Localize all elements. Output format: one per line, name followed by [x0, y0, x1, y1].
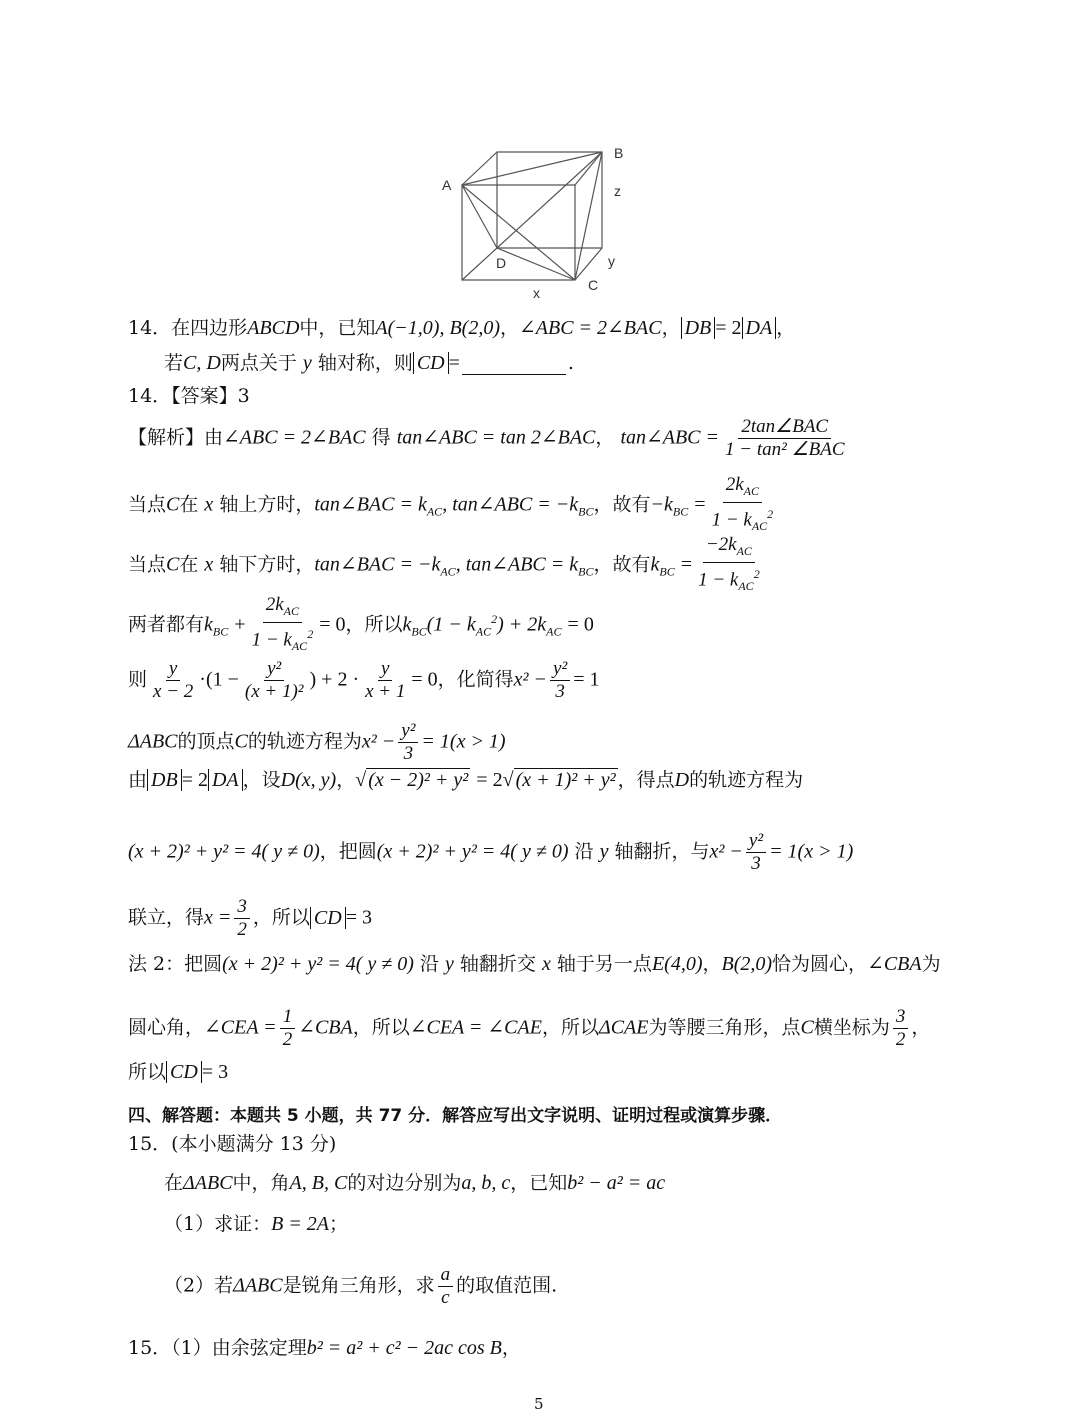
fraction: $\frac{2k_{AC}}{1 - k_{AC}^2}$ — [711, 474, 774, 533]
label-x: x — [533, 285, 540, 301]
q15-stem: 在ΔABC中，角A, B, C的对边分别为a, b, c，已知b² − a² = ac — [164, 1172, 666, 1194]
fraction: $\frac{y}{x + 1}$ — [365, 658, 406, 702]
q14-answer: 14．【答案】3 — [128, 385, 250, 407]
diag-ad — [462, 185, 497, 248]
fraction: $\frac{\text{y²}}{3}$ — [550, 658, 570, 703]
q14-stem-line1: 14．在四边形ABCD中，已知A(−1,0), B(2,0)，∠ABC = 2∠BAC， DB = 2 DA ， — [128, 317, 796, 339]
fraction: $\frac{\text{y²}}{3}$ — [746, 830, 766, 875]
solution-line-3: 当点C在 x 轴下方时，tan∠BAC = $-k_{AC}$, tan∠ABC = $k_{BC}$，故有$k_{BC}$ = $\frac{-2k_{AC}}{1 - k_{AC}^2}$ — [128, 534, 766, 597]
fraction: $\frac{a}{c}$ — [438, 1264, 454, 1309]
fraction: $\frac{3}{2}$ — [893, 1006, 909, 1051]
label-z: z — [614, 183, 621, 199]
edge-c-bottom — [575, 248, 602, 280]
edge-d-bottom — [462, 248, 497, 280]
fraction: $\frac{\text{y²}}{\text{(x + 1)²}}$ — [244, 658, 304, 702]
solution-line-2: 当点C在 x 轴上方时，tan∠BAC = $k_{AC}$, tan∠ABC = $-k_{BC}$，故有$-k_{BC}$ = $\frac{2k_{AC}}{1 - k_{AC}^2}$ — [128, 474, 779, 537]
solution-line-1: 【解析】由∠ABC = 2∠BAC 得 tan∠ABC = tan 2∠BAC， tan∠ABC = $\frac{\text{2tan∠BAC}}{\text{1 − tan² ∠BAC}}$ — [128, 416, 851, 461]
cube-figure — [430, 140, 650, 310]
solution-line-12: 所以 CD = 3 — [128, 1061, 229, 1083]
q15-part1: （1）求证：B = 2A； — [164, 1213, 349, 1235]
q15-head: 15．(本小题满分 13 分) — [128, 1133, 337, 1155]
solution-line-7: 由 DB = 2 DA ，设D(x, y)，√ (x − 2)² + y² = 2√ (x + 1)² + y² ，得点D的轨迹方程为 — [128, 769, 804, 791]
fraction: $\frac{2k_{AC}}{1 - k_{AC}^2}$ — [251, 594, 314, 653]
fraction: $\frac{-2k_{AC}}{1 - k_{AC}^2}$ — [698, 534, 760, 593]
solution-line-4: 两者都有$k_{BC}$ + $\frac{2k_{AC}}{1 - k_{AC}^2}$ = 0，所以$k_{BC}(1 - k_{AC}^2) + 2k_{AC} = 0$ — [128, 594, 594, 657]
solution-line-11: 圆心角，∠CEA = $\frac{1}{2}$ ∠CBA，所以∠CEA = ∠CAE，所以ΔCAE为等腰三角形，点C横坐标为 $\frac{3}{2}$ ， — [128, 1006, 931, 1050]
fraction: $\frac{\text{2tan∠BAC}}{\text{1 − tan² ∠BAC}}$ — [725, 416, 845, 460]
diag-ac — [462, 185, 575, 280]
label-y: y — [608, 253, 615, 269]
q15-solution: 15．（1）由余弦定理b² = a² + c² − 2ac cos B， — [128, 1337, 521, 1359]
diag-ab — [462, 152, 602, 185]
label-c: C — [588, 277, 599, 293]
label-a: A — [442, 177, 452, 193]
solution-line-10: 法 2：把圆(x + 2)² + y² = 4( y ≠ 0) 沿 y 轴翻折交 x 轴于另一点E(4,0)，B(2,0)恰为圆心，∠CBA为 — [128, 953, 941, 975]
solution-line-8: (x + 2)² + y² = 4( y ≠ 0)，把圆(x + 2)² + y² = 4( y ≠ 0) 沿 y 轴翻折，与x² − $\frac{\text{y²}}{3}$ = 1(x > 1) — [128, 830, 854, 874]
diag-bd — [497, 152, 602, 248]
solution-line-9: 联立，得x = $\frac{3}{2}$ ，所以 CD = 3 — [128, 896, 372, 940]
solution-line-6: ΔABC的顶点C的轨迹方程为x² − $\frac{\text{y²}}{3}$ = 1(x > 1) — [128, 720, 506, 764]
solution-line-5: 则 $\frac{y}{x - 2}$ ·(1 − $\frac{\text{y²}}{\text{(x + 1)²}}$ ) + 2 · $\frac{y}{x + 1}$ = 0，化简得x² − $\frac{\text{y²}}{3}$ = 1 — [128, 658, 600, 702]
label-b: B — [614, 145, 624, 161]
fraction: $\frac{y}{x - 2}$ — [153, 658, 194, 702]
label-d: D — [496, 255, 507, 271]
fraction: $\frac{3}{2}$ — [234, 896, 250, 941]
edge-a-top — [462, 152, 497, 185]
q15-part2: （2）若ΔABC是锐角三角形，求 $\frac{a}{c}$ 的取值范围. — [164, 1264, 558, 1308]
fraction: $\frac{1}{2}$ — [280, 1006, 296, 1051]
q14-stem-line2: 若C, D两点关于 y 轴对称，则 CD = . — [164, 352, 574, 374]
diag-bc — [575, 152, 602, 280]
answer-blank[interactable] — [462, 354, 566, 375]
fraction: $\frac{\text{y²}}{3}$ — [398, 720, 418, 765]
diag-dc — [497, 248, 575, 280]
page-number: 5 — [534, 1395, 544, 1413]
section-4-title: 四、解答题：本题共 5 小题，共 77 分．解答应写出文字说明、证明过程或演算步骤． — [128, 1106, 783, 1126]
